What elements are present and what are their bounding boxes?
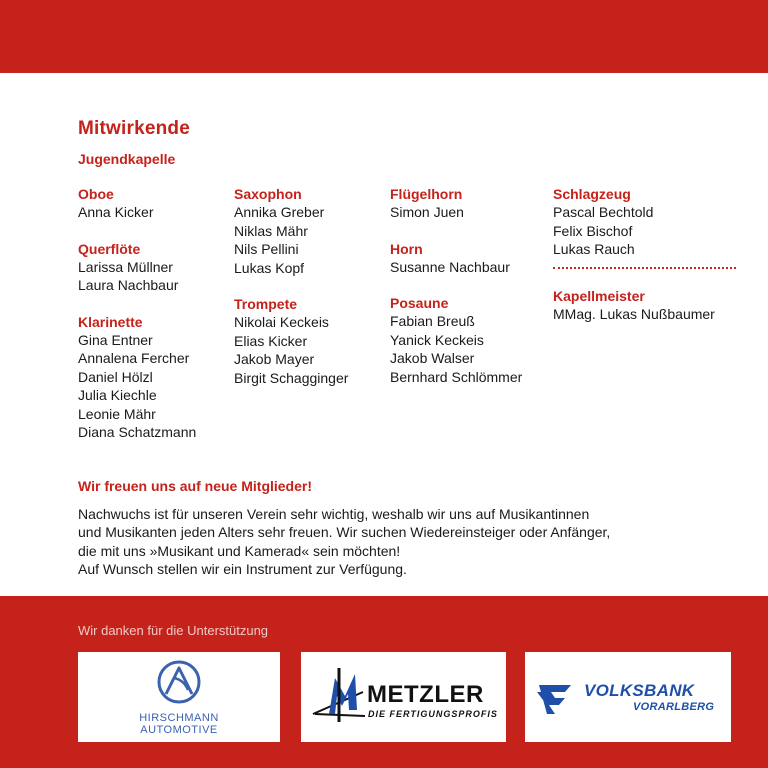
member-name: Julia Kiechle: [78, 387, 157, 403]
section-label: Schlagzeug: [553, 186, 631, 202]
member-name: Nikolai Keckeis: [234, 314, 329, 330]
member-name: Fabian Breuß: [390, 313, 475, 329]
member-name: Gina Entner: [78, 331, 153, 348]
recruitment-heading: Wir freuen uns auf neue Mitglieder!: [78, 478, 313, 494]
member-name: Larissa Müllner: [78, 258, 173, 275]
sponsor-metzler: [301, 652, 506, 742]
section-trompete: [234, 295, 384, 387]
section-kapellmeister: [553, 287, 743, 324]
member-name: Leonie Mähr: [78, 405, 156, 422]
section-fluegelhorn: [390, 185, 550, 222]
column-4: [553, 185, 743, 341]
member-name: Nils Pellini: [234, 241, 299, 257]
section-saxophon: [234, 185, 384, 277]
recruitment-text: [78, 505, 718, 578]
member-name: MMag. Lukas Nußbaumer: [553, 305, 715, 322]
volksbank-region: VORARLBERG: [633, 701, 715, 713]
volksbank-logo-icon: [525, 652, 585, 742]
member-name: Simon Juen: [390, 204, 464, 220]
metzler-tagline: DIE FERTIGUNGSPROFIS: [368, 709, 498, 719]
column-3: [390, 185, 550, 404]
section-label: Klarinette: [78, 313, 143, 330]
section-label: Querflöte: [78, 240, 141, 257]
member-name: Elias Kicker: [234, 332, 308, 349]
member-name: Susanne Nachbaur: [390, 258, 510, 275]
section-horn: [390, 240, 550, 277]
member-name: Birgit Schagginger: [234, 369, 349, 386]
participants-section: [78, 118, 738, 475]
column-2: [234, 185, 384, 405]
instrument-columns: [78, 185, 738, 475]
metzler-name: METZLER: [367, 681, 484, 708]
member-name: Felix Bischof: [553, 222, 633, 239]
hirschmann-logo-icon: [78, 652, 280, 712]
page-title: Mitwirkende: [78, 118, 190, 139]
member-name: Diana Schatzmann: [78, 424, 197, 440]
member-name: Niklas Mähr: [234, 222, 308, 239]
section-label: Oboe: [78, 186, 114, 202]
section-label: Kapellmeister: [553, 287, 645, 304]
member-name: Bernhard Schlömmer: [390, 368, 523, 385]
member-name: Yanick Keckeis: [390, 331, 484, 348]
member-name: Anna Kicker: [78, 204, 154, 220]
metzler-logo-icon: [301, 652, 371, 742]
top-color-band: [0, 0, 768, 73]
text-line: und Musikanten jeden Alters sehr freuen. Wir suchen Wiedereinsteiger oder Anfänger,: [78, 524, 611, 541]
column-1: [78, 185, 228, 460]
section-querfloete: [78, 240, 228, 295]
member-name: Laura Nachbaur: [78, 277, 179, 293]
text-line: Auf Wunsch stellen wir ein Instrument zur Verfügung.: [78, 560, 407, 577]
section-label: Saxophon: [234, 186, 302, 202]
section-oboe: [78, 185, 228, 222]
ensemble-subtitle: Jugendkapelle: [78, 151, 176, 167]
section-label: Horn: [390, 240, 423, 257]
sponsor-hirschmann: [78, 652, 280, 742]
dotted-divider: [553, 267, 736, 269]
member-name: Lukas Rauch: [553, 241, 635, 257]
section-label: Flügelhorn: [390, 186, 463, 202]
section-label: Trompete: [234, 296, 298, 312]
hirschmann-sub: AUTOMOTIVE: [140, 724, 218, 736]
member-name: Annalena Fercher: [78, 350, 190, 366]
section-klarinette: [78, 313, 228, 442]
section-label: Posaune: [390, 295, 449, 311]
text-line: die mit uns »Musikant und Kamerad« sein möchten!: [78, 542, 401, 559]
text-line: Nachwuchs ist für unseren Verein sehr wichtig, weshalb wir uns auf Musikantinnen: [78, 506, 590, 522]
member-name: Annika Greber: [234, 204, 325, 220]
hirschmann-name: HIRSCHMANN: [139, 712, 219, 724]
member-name: Pascal Bechtold: [553, 204, 654, 220]
member-name: Lukas Kopf: [234, 259, 305, 276]
volksbank-name: VOLKSBANK: [584, 681, 695, 700]
member-name: Jakob Mayer: [234, 351, 315, 367]
sponsor-thanks: Wir danken für die Unterstützung: [78, 623, 269, 638]
member-name: Daniel Hölzl: [78, 368, 153, 385]
member-name: Jakob Walser: [390, 350, 475, 366]
section-posaune: [390, 294, 550, 386]
sponsor-volksbank: [525, 652, 731, 742]
section-schlagzeug: [553, 185, 743, 259]
